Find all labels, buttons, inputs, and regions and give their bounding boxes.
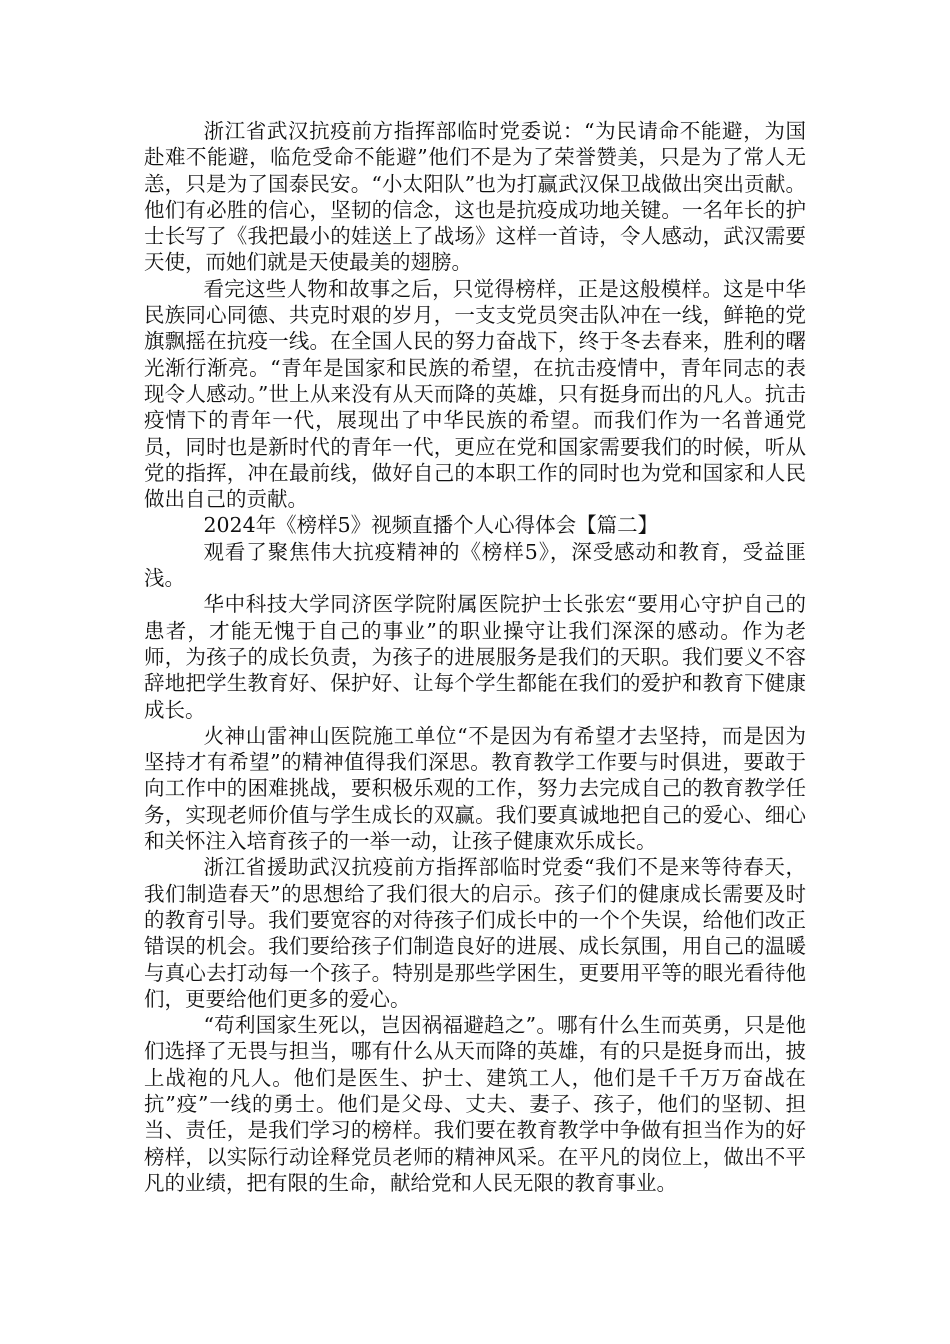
paragraph-3: 观看了聚焦伟大抗疫精神的《榜样5》，深受感动和教育，受益匪浅。 <box>144 539 806 591</box>
section-heading: 2024年《榜样5》视频直播个人心得体会【篇二】 <box>203 513 659 538</box>
paragraph-7: “苟利国家生死以，岂因祸福避趋之”。哪有什么生而英勇，只是他们选择了无畏与担当，哪有什么从天而降的英雄，有的只是挺身而出，披上战袍的凡人。他们是医生、护士、建筑工人，他们是千千万万奋战在抗”疫”一线的勇士。他们是父母、丈夫、妻子、孩子，他们的坚韧、担当、责任，是我们学习的榜样。我们要在教育教学中争做有担当作为的好榜样，以实际行动诠释党员老师的精神风采。在平凡的岗位上，做出不平凡的业绩，把有限的生命，献给党和人民无限的教育事业。 <box>144 1013 806 1195</box>
paragraph-6: 浙江省援助武汉抗疫前方指挥部临时党委“我们不是来等待春天，我们制造春天”的思想给了我们很大的启示。孩子们的健康成长需要及时的教育引导。我们要宽容的对待孩子们成长中的一个个失误，给他们改正错误的机会。我们要给孩子们制造良好的进展、成长氛围，用自己的温暖与真心去打动每一个孩子。特别是那些学困生，更要用平等的眼光看待他们，更要给他们更多的爱心。 <box>144 855 806 1011</box>
paragraph-1: 浙江省武汉抗疫前方指挥部临时党委说：“为民请命不能避，为国赴难不能避，临危受命不能避”他们不是为了荣誉赞美，只是为了常人无恙，只是为了国泰民安。“小太阳队”也为打赢武汉保卫战做出突出贡献。他们有必胜的信心，坚韧的信念，这也是抗疫成功地关键。一名年长的护士长写了《我把最小的娃送上了战场》这样一首诗，令人感动，武汉需要天使，而她们就是天使最美的翅膀。 <box>144 119 806 275</box>
document-page <box>144 118 806 1196</box>
paragraph-4: 华中科技大学同济医学院附属医院护士长张宏“要用心守护自己的患者，才能无愧于自己的事业”的职业操守让我们深深的感动。作为老师，为孩子的成长负责，为孩子的进展服务是我们的天职。我们要义不容辞地把学生教育好、保护好、让每个学生都能在我们的爱护和教育下健康成长。 <box>144 592 806 722</box>
paragraph-2: 看完这些人物和故事之后，只觉得榜样，正是这般模样。这是中华民族同心同德、共克时艰的岁月，一支支党员突击队冲在一线，鲜艳的党旗飘摇在抗疫一线。在全国人民的努力奋战下，终于冬去春来，胜利的曙光渐行渐亮。“青年是国家和民族的希望，在抗击疫情中，青年同志的表现令人感动。”世上从来没有从天而降的英雄，只有挺身而出的凡人。抗击疫情下的青年一代，展现出了中华民族的希望。而我们作为一名普通党员，同时也是新时代的青年一代，更应在党和国家需要我们的时候，听从党的指挥，冲在最前线，做好自己的本职工作的同时也为党和国家和人民做出自己的贡献。 <box>144 276 806 512</box>
paragraph-5: 火神山雷神山医院施工单位“不是因为有希望才去坚持，而是因为坚持才有希望”的精神值得我们深思。教育教学工作要与时俱进，要敢于向工作中的困难挑战，要积极乐观的工作，努力去完成自己的教育教学任务，实现老师价值与学生成长的双赢。我们要真诚地把自己的爱心、细心和关怀注入培育孩子的一举一动，让孩子健康欢乐成长。 <box>144 723 806 854</box>
